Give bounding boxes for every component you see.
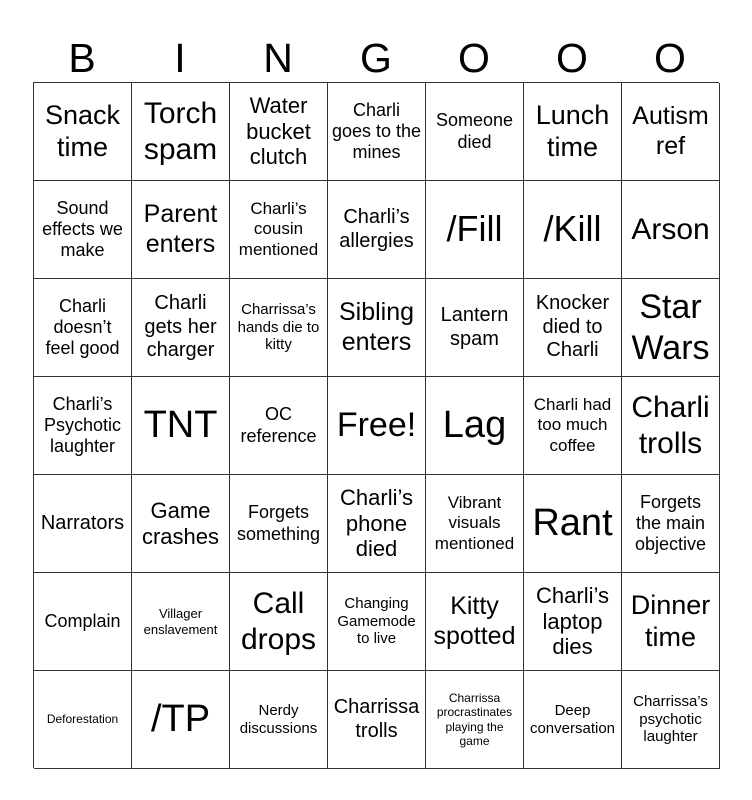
bingo-cell[interactable]: Parent enters [132,181,230,279]
bingo-cell[interactable]: Villager enslavement [132,573,230,671]
bingo-cell[interactable]: Nerdy discussions [230,671,328,769]
header-letter: B [68,35,96,81]
bingo-cell[interactable]: Knocker died to Charli [524,279,622,377]
bingo-cell[interactable]: /TP [132,671,230,769]
bingo-cell[interactable]: Arson [622,181,720,279]
bingo-cell[interactable]: Deforestation [34,671,132,769]
header-letter: O [458,35,490,81]
bingo-cell[interactable]: Lunch time [524,83,622,181]
bingo-cell[interactable]: Charli’s allergies [328,181,426,279]
bingo-cell[interactable]: Lag [426,377,524,475]
bingo-cell[interactable]: Free! [328,377,426,475]
bingo-header [33,34,719,82]
bingo-cell[interactable]: Charrissa’s hands die to kitty [230,279,328,377]
bingo-cell[interactable]: Autism ref [622,83,720,181]
bingo-cell[interactable]: Forgets something [230,475,328,573]
bingo-cell[interactable]: Charli’s phone died [328,475,426,573]
bingo-cell[interactable]: Charli gets her charger [132,279,230,377]
bingo-cell[interactable]: Charli trolls [622,377,720,475]
bingo-cell[interactable]: Kitty spotted [426,573,524,671]
bingo-cell[interactable]: Game crashes [132,475,230,573]
bingo-cell[interactable]: Lantern spam [426,279,524,377]
bingo-cell[interactable]: Narrators [34,475,132,573]
header-letter: N [263,35,293,81]
bingo-cell[interactable]: Forgets the main objective [622,475,720,573]
bingo-cell[interactable]: Call drops [230,573,328,671]
bingo-cell[interactable]: Deep conversation [524,671,622,769]
header-letter: O [556,35,588,81]
bingo-cell[interactable]: Charrissa’s psychotic laughter [622,671,720,769]
bingo-cell[interactable]: TNT [132,377,230,475]
bingo-cell[interactable]: Someone died [426,83,524,181]
bingo-cell[interactable]: Charli’s laptop dies [524,573,622,671]
bingo-cell[interactable]: OC reference [230,377,328,475]
bingo-cell[interactable]: Vibrant visuals mentioned [426,475,524,573]
bingo-cell[interactable]: Charli had too much coffee [524,377,622,475]
bingo-cell[interactable]: Water bucket clutch [230,83,328,181]
bingo-cell[interactable]: Torch spam [132,83,230,181]
bingo-cell[interactable]: /Kill [524,181,622,279]
bingo-cell[interactable]: /Fill [426,181,524,279]
bingo-cell[interactable]: Sibling enters [328,279,426,377]
bingo-cell[interactable]: Complain [34,573,132,671]
bingo-cell[interactable]: Charli’s cousin mentioned [230,181,328,279]
bingo-cell[interactable]: Charli goes to the mines [328,83,426,181]
bingo-grid [33,82,719,768]
bingo-cell[interactable]: Sound effects we make [34,181,132,279]
header-letter: I [174,35,186,81]
bingo-cell[interactable]: Star Wars [622,279,720,377]
bingo-cell[interactable]: Rant [524,475,622,573]
bingo-cell[interactable]: Snack time [34,83,132,181]
bingo-cell[interactable]: Charli doesn’t feel good [34,279,132,377]
bingo-cell[interactable]: Dinner time [622,573,720,671]
header-letter: G [360,35,392,81]
bingo-cell[interactable]: Charrissa trolls [328,671,426,769]
bingo-cell[interactable]: Changing Gamemode to live [328,573,426,671]
bingo-cell[interactable]: Charli’s Psychotic laughter [34,377,132,475]
bingo-cell[interactable]: Charrissa procrastinates playing the game [426,671,524,769]
header-letter: O [654,35,686,81]
